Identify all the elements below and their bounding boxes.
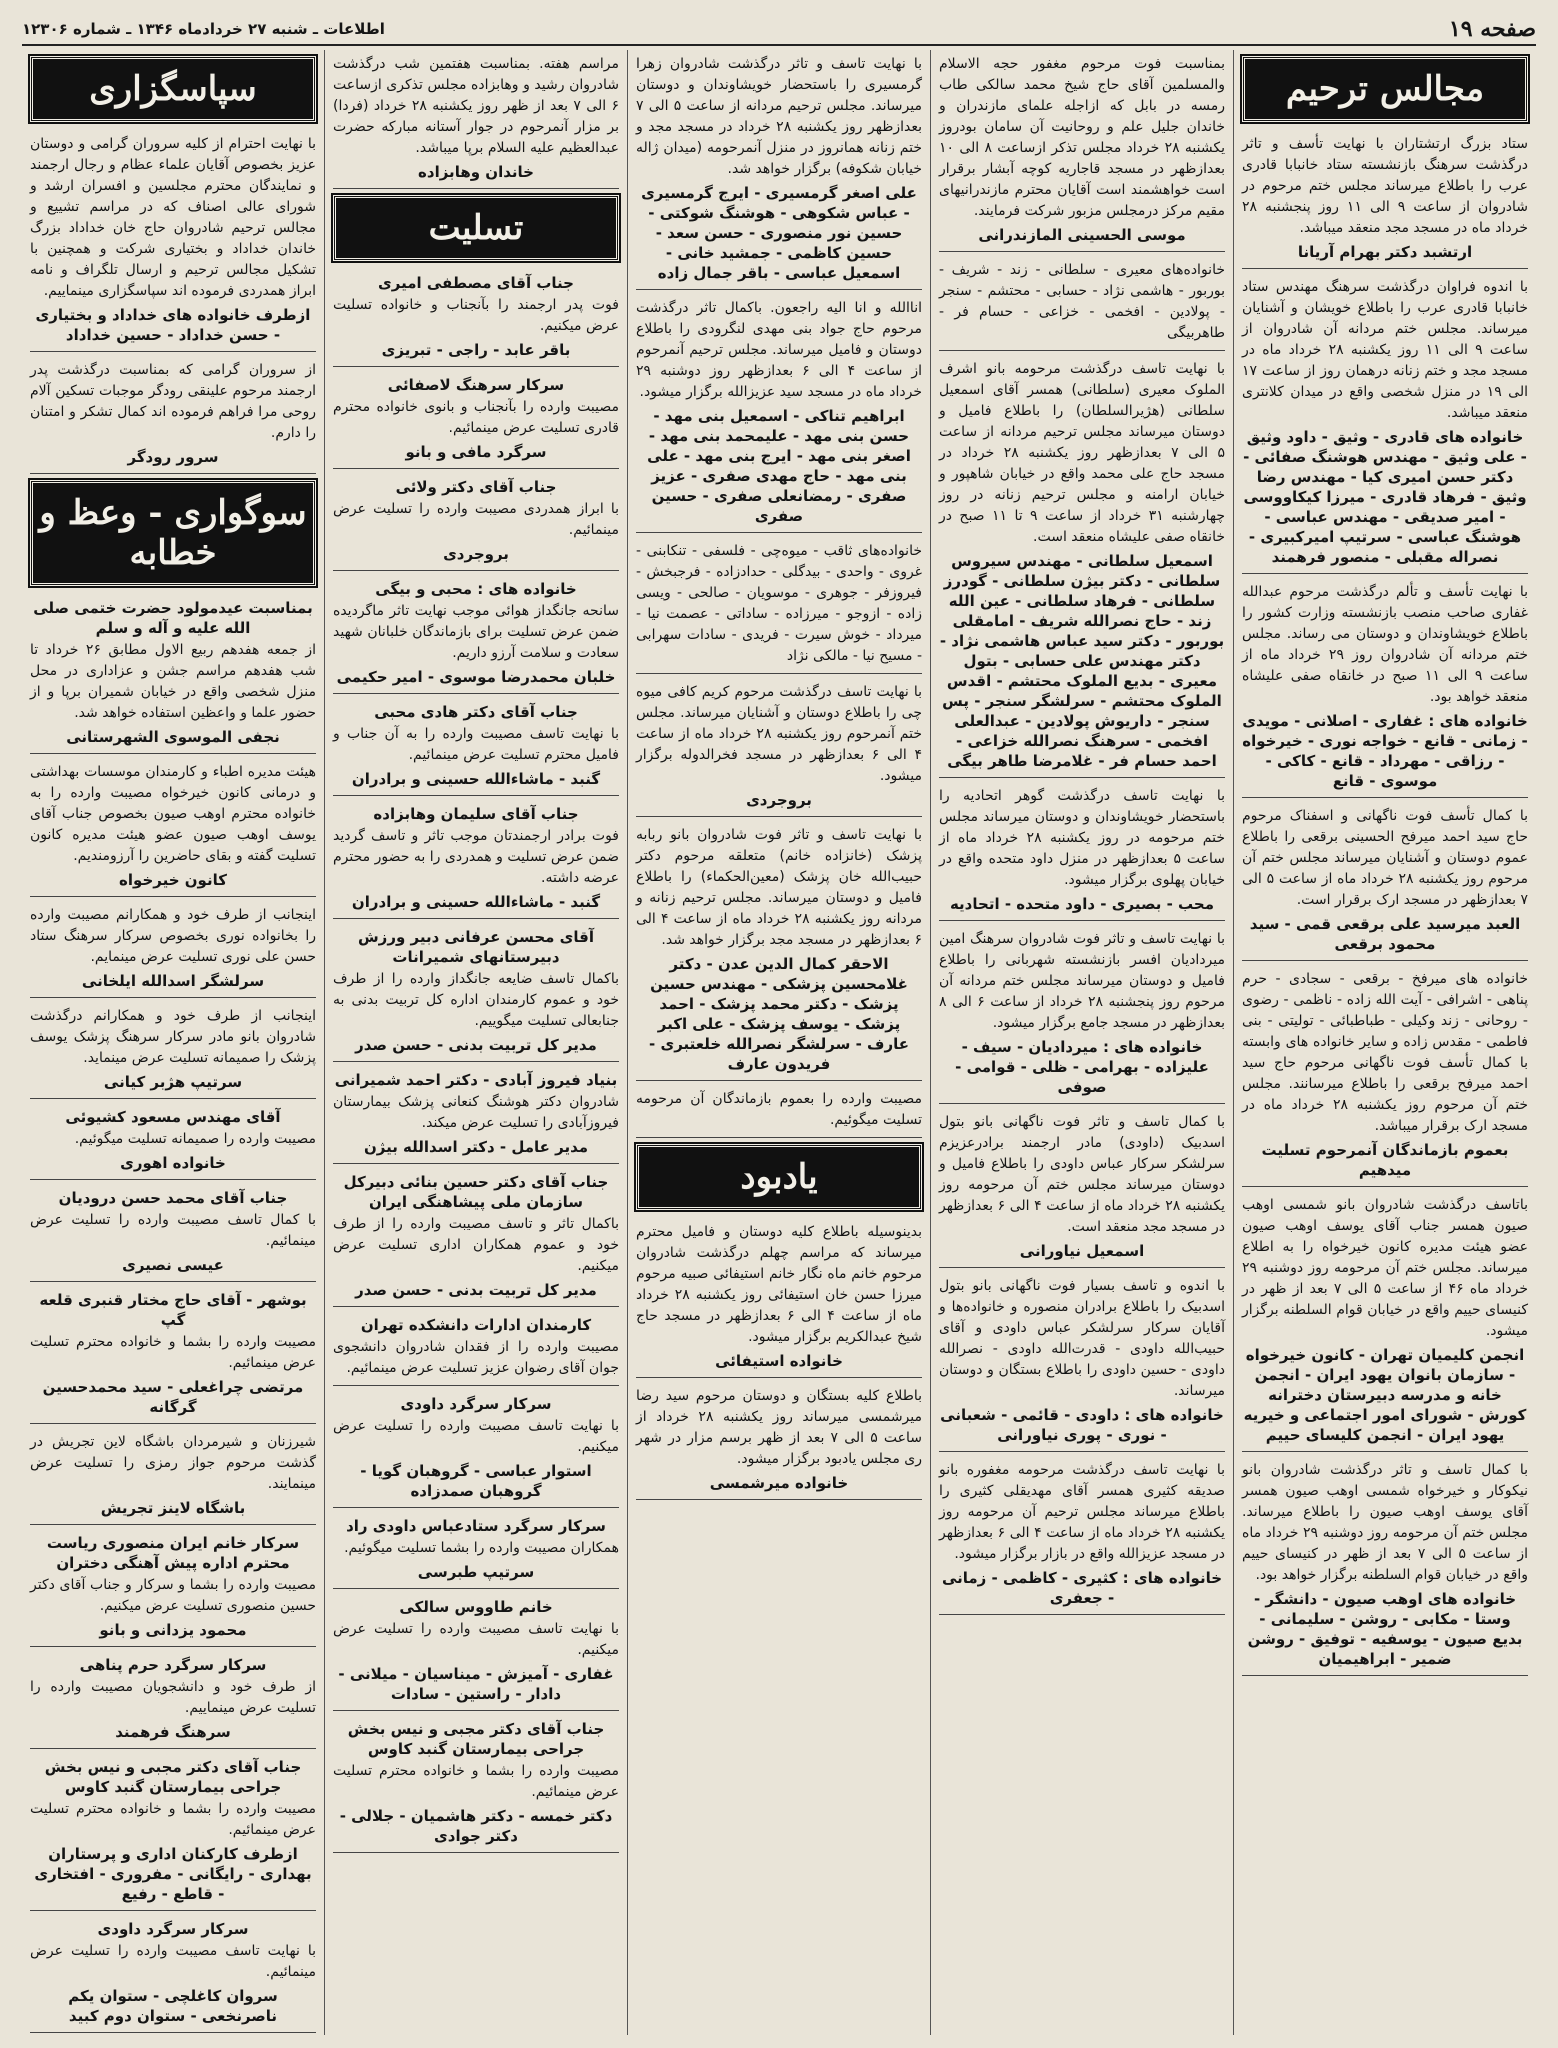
notice-body: با کمال تاسف مصیبت وارده را تسلیت عرض مینمائیم. bbox=[30, 1212, 316, 1249]
notice-signature: اسمعیل نیاورانی bbox=[1019, 1242, 1145, 1260]
notice bbox=[1242, 1191, 1528, 1452]
notice-title: جناب آقای دکتر حسین بنائی دبیرکل سازمان ملی پیشاهنگی ایران bbox=[343, 1173, 609, 1211]
notice-body: با کمال تأسف فوت ناگهانی و اسفناک مرحوم حاج سید احمد میرفح الحسینی برقعی را باطلاع عموم دوستان و آشنایان میرساند مجلس ختم آن مرحوم روز یکشنبه ۲۸ خرداد ماه از ساعت ۵ الی ۷ بعدازظهر در مسجد ارک برقرار است. bbox=[1242, 808, 1528, 908]
notice-body: با نهایت تأسف و تألم درگذشت مرحوم عبدالله غفاری صاحب منصب بازنشسته وزارت کشور را باطلاع خویشاوندان و دوستان می رساند. مجلس ختم مردانه آن شادروان روز ۲۹ خرداد ماه از ساعت ۹ الی ۱۱ صبح در خانقاه صفی علیشاه منعقد خواهد بود. bbox=[1242, 584, 1529, 705]
notice bbox=[333, 1066, 619, 1164]
notice-signature: ازطرف کارکنان اداری و پرستاران بهداری - رایگانی - مفروری - افتخاری - قاطع - رفیع bbox=[34, 1845, 312, 1903]
column-3 bbox=[627, 50, 930, 2035]
notice bbox=[333, 1593, 619, 1711]
notice-body: مصیبت وارده را صمیمانه تسلیت میگوئیم. bbox=[74, 1131, 316, 1147]
notice-signature: نجفی الموسوی الشهرستانی bbox=[66, 728, 280, 746]
notice-title: جناب آقای دکتر مجبی و نیس بخش جراحی بیمارستان گنبد کاوس bbox=[44, 1758, 302, 1796]
notice-signature: الاحقر کمال الدین عدن - دکتر غلامحسین پزشکی - مهندس حسین پزشک - دکتر محمد پزشک - احمد پزشک - یوسف پزشک - علی اکبر عارف - سرلشگر نصرالله خلعتبری - فریدون عارف bbox=[649, 955, 909, 1073]
notice-signature: خانواده های اوهب صیون - دانشگر - وستا - مکابی - روشن - سلیمانی - بدیع صیون - یوسفیه - توفیق - روشن ضمیر - ابراهیمیان bbox=[1247, 1590, 1523, 1668]
notice bbox=[333, 50, 619, 189]
notice-body: با نهایت تاسف درگذشت مرحومه بانو اشرف الملوک معیری (سلطانی) همسر آقای اسمعیل سلطانی (هژیرالسلطان) را باطلاع فامیل و دوستان میرساند مجلس ترحیم مردانه از ساعت ۵ الی ۷ بعدازظهر روز یکشنبه ۲۸ خرداد در مسجد حاج علی محمد واقع در خیابان شاهپور و خیابان ارامنه و مجلس ترحیم زنانه در روز چهارشنبه ۳۱ خرداد از ساعت ۹ تا ۱۱ صبح در خانقاه صفی علیشاه منعقد است. bbox=[939, 361, 1226, 545]
notice-signature: گنبد - ماشاءالله حسینی و برادران bbox=[351, 770, 601, 788]
notice bbox=[30, 1428, 316, 1525]
column-1 bbox=[1233, 50, 1536, 2035]
notice bbox=[1242, 130, 1528, 269]
notice-signature: موسی الحسینی المازندرانی bbox=[978, 226, 1186, 244]
notice-title: جناب آقای مصطفی امیری bbox=[378, 274, 574, 292]
notice-body: خانواده‌های ثاقب - میوه‌چی - فلسفی - تنکابنی - غروی - واحدی - بیدگلی - حدادزاده - فرجبخش - فیروزفر - جوهری - موسویان - صالحی - ویسی زاده - ازوجو - میرزاده - ساداتی - عصمت نیا - میرداد - خوش سیرت - فریدی - سادات سهرابی - مسیح نیا - مالکی نژاد bbox=[636, 543, 922, 664]
section-banner: یادبود bbox=[636, 1144, 922, 1210]
notice-signature: انجمن کلیمیان تهران - کانون خیرخواه - سازمان بانوان یهود ایران - انجمن خانه و مدرسه دبیرستان دخترانه کورش - شورای امور اجتماعی و خیریه یهود ایران - انجمن کلیسای حییم bbox=[1243, 1346, 1527, 1444]
notice-signature: خانواده اهوری bbox=[120, 1154, 226, 1172]
section-banner: تسلیت bbox=[333, 195, 619, 261]
notice bbox=[333, 923, 619, 1062]
notice-body: با نهایت تاسف مصیبت وارده را به آن جناب و فامیل محترم تسلیت عرض مینمائیم. bbox=[333, 726, 619, 763]
notice-signature: محمود یزدانی و بانو bbox=[99, 1621, 247, 1639]
notice-signature: بروجردی bbox=[443, 545, 509, 563]
notice-signature: ازطرف خانواده های خداداد و بختیاری - حسن خداداد - حسین خداداد bbox=[35, 306, 311, 344]
notice-body: مصیبت وارده را بشما و خانواده محترم تسلیت عرض مینمائیم. bbox=[30, 1801, 316, 1838]
notice-body: باکمال تاسف ضایعه جانگداز وارده را از طرف خود و عموم کارمندان اداره کل تربیت بدنی به جنابعالی تسلیت میگوییم. bbox=[333, 971, 619, 1029]
notice-body: مصیبت وارده را بعموم بازماندگان آن مرحومه تسلیت میگوئیم. bbox=[636, 1091, 922, 1128]
notice-signature: بعموم بازماندگان آنمرحوم تسلیت میدهیم bbox=[1261, 1141, 1509, 1179]
notice-body: خانواده‌های معیری - سلطانی - زند - شریف - بوربور - هاشمی نژاد - حسابی - محتشم - سنجر - پولادین - افخمی - خزاعی - حسام فر - طاهربیگی bbox=[939, 262, 1225, 341]
notice-signature: سرور رودگر bbox=[127, 448, 219, 466]
notice-body: فوت پدر ارجمند را بآنجناب و خانواده تسلیت عرض میکنیم. bbox=[333, 297, 619, 334]
notice-body: اینجانب از طرف خود و همکارانم مصیبت وارده را بخانواده نوری بخصوص سرکار سرهنگ ستاد حسن علی نوری تسلیت عرض مینمایم. bbox=[30, 907, 316, 965]
notice-signature: سرتیپ طبرسی bbox=[417, 1563, 535, 1581]
notice-signature: مدیر کل تربیت بدنی - حسن صدر bbox=[355, 1036, 597, 1054]
notice-body: باطلاع کلیه بستگان و دوستان مرحوم سید رضا میرشمسی میرساند روز یکشنبه ۲۸ خرداد از ساعت ۵ الی ۷ بعد از ظهر برسم مزار در شهر ری مجلس یادبود برگزار میشود. bbox=[636, 1388, 922, 1467]
notice-body: بمناسبت فوت مرحوم مغفور حجه الاسلام والمسلمین آقای حاج شیخ محمد سالکی طاب رمسه در بابل که ازاجله علمای مازندران و خاندان جلیل علم و روحانیت آن سامان بودروز یکشنبه ۲۸ خرداد مجلس تذکر ازساعت ۸ الی ۱۰ بعدازظهر در مسجد قاجاریه کوچه آبشار برقرار است خواهشمند است آقایان محترم مازندرانیهای مقیم مرکز درمجلس مزبور شرکت فرمایند. bbox=[939, 56, 1225, 219]
notice bbox=[30, 594, 316, 754]
notice bbox=[939, 1108, 1225, 1268]
notice-signature: سرهنگ فرهمند bbox=[115, 1723, 231, 1741]
notice-signature: خانواده استیفائی bbox=[715, 1352, 843, 1370]
notice-signature: سرگرد مافی و بانو bbox=[405, 443, 547, 461]
notice-signature: مرتضی چراغعلی - سید محمدحسین گرگانه bbox=[42, 1378, 304, 1416]
notice-body: با اندوه و تاسف بسیار فوت ناگهانی بانو بتول اسدبیک را باطلاع برادران منصوره و خانواده‌ها و آقایان سرکار سرلشکر عباس داودی و آقای حبیب‌الله داودی - قدرت‌الله داودی - نصرالله داودی - حسین داودی را باطلاع بستگان و دوستان میرساند. bbox=[939, 1278, 1225, 1399]
notice-title: جناب آقای سلیمان وهابزاده bbox=[373, 805, 579, 823]
notice-body: سانحه جانگداز هوائی موجب نهایت تاثر ماگردیده ضمن عرض تسلیت برای بازماندگان خلبانان شهید سعادت و سلامت آرزو داریم. bbox=[333, 603, 619, 661]
columns-container bbox=[22, 50, 1536, 2035]
notice-signature: علی اصغر گرمسیری - ایرج گرمسیری - عباس شکوهی - هوشنگ شوکتی - حسین نور منصوری - حسن سعد - حسین کاظمی - جمشید خانی - اسمعیل عباسی - باقر جمال زاده bbox=[641, 184, 917, 282]
notice-body: مراسم هفته. بمناسبت هفتمین شب درگذشت شادروان رشید و وهابزاده مجلس تذکری ازساعت ۶ الی ۷ بعد از ظهر روز یکشنبه ۲۸ خرداد (فردا) بر مزار آنمرحوم در جوار آستانه مبارکه حضرت عبدالعظیم علیه السلام برپا میباشد. bbox=[333, 56, 619, 156]
notice bbox=[30, 1286, 316, 1424]
notice-title: بنیاد فیروز آبادی - دکتر احمد شمیرانی bbox=[334, 1071, 618, 1089]
notice bbox=[1242, 802, 1528, 961]
notice-signature: اسمعیل سلطانی - مهندس سیروس سلطانی - دکتر بیژن سلطانی - گودرز سلطانی - فرهاد سلطانی - عین الله زند - حاج نصرالله شریف - امامقلی بوربور - دکتر سید عباس هاشمی نژاد - دکتر مهندس علی حسابی - بتول معیری - بدیع الملوک محتشم - اقدس الملوک محتشم - سرلشگر سنجر - پس سنجر - داریوش پولادین - عبدالعلی افخمی - سرهنگ نصرالله خزاعی - احمد حسام فر - غلامرضا طاهر بیگی bbox=[939, 552, 1225, 770]
notice-body: با نهایت تاسف درگذشت مرحومه مغفوره بانو صدیقه کثیری همسر آقای مهدیقلی کثیری را باطلاع میرساند مجلس ترحیم آن مرحومه روز یکشنبه ۲۸ خرداد ماه از ساعت ۴ الی ۶ بعدازظهر در مسجد عزیزالله واقع در بازار برگزار میشود. bbox=[939, 1462, 1225, 1562]
notice-body: با نهایت تاسف مصیبت وارده را تسلیت عرض مینمائیم. bbox=[30, 1943, 316, 1980]
notice-body: بدینوسیله باطلاع کلیه دوستان و فامیل محترم میرساند که مراسم چهلم درگذشت شادروان مرحوم خانم ماه نگار خانم استیفائی صبیه مرحوم میرزا حسن خان استیفائی روز یکشنبه ۲۸ خرداد ماه از ساعت ۴ الی ۶ بعدازظهر در مسجد حاج شیخ عبدالکریم برگزار میشود. bbox=[636, 1224, 923, 1345]
notice bbox=[30, 130, 316, 352]
page-header bbox=[22, 14, 1536, 46]
notice bbox=[30, 1002, 316, 1099]
notice bbox=[939, 925, 1225, 1104]
notice-signature: غفاری - آمیزش - میناسیان - میلانی - دادار - راستین - سادات bbox=[338, 1665, 614, 1703]
notice bbox=[333, 371, 619, 469]
notice-body: از سروران گرامی که بمناسبت درگذشت پدر ارجمند مرحوم علینقی رودگر موجبات تسکین آلام روحی مرا فراهم فرموده اند کمال تشکر و امتنان را دارم. bbox=[30, 362, 316, 441]
notice-body: با نهایت تاسف و تاثر فوت شادروان سرهنگ امین میردادیان افسر بازنشسته شهربانی را باطلاع فامیل و دوستان میرساند مجلس ختم مردانه آن مرحوم روز پنجشنبه ۲۸ خرداد از ساعت ۶ الی ۸ بعدازظهر در مسجد جامع برگزار میشود. bbox=[939, 931, 1225, 1031]
notice-body: با نهایت تاسف مصیبت وارده را تسلیت عرض میکنیم. bbox=[333, 1418, 619, 1455]
page-number: صفحه ۱۹ bbox=[1448, 16, 1536, 42]
notice bbox=[636, 1382, 922, 1500]
notice-title: بوشهر - آقای حاج مختار قنبری قلعه گپ bbox=[39, 1291, 307, 1329]
notice-signature: باقر عابد - راجی - تبریزی bbox=[381, 341, 571, 359]
notice bbox=[333, 698, 619, 796]
notice bbox=[30, 356, 316, 474]
notice bbox=[1242, 273, 1528, 574]
notice bbox=[333, 800, 619, 919]
notice bbox=[1242, 1456, 1528, 1676]
notice-body: همکاران مصیبت وارده را بشما تسلیت میگوئیم. bbox=[344, 1540, 619, 1556]
notice-body: شیرزنان و شیرمردان باشگاه لاین تجریش در گذشت مرحوم جواز رمزی را تسلیت عرض مینمایند. bbox=[30, 1434, 316, 1492]
notice bbox=[30, 1529, 316, 1647]
notice-body: با نهایت تاسف درگذشت مرحوم کریم کافی میوه چی را باطلاع دوستان و آشنایان میرساند. مجلس ختم آنمرحوم روز یکشنبه ۲۸ خرداد ماه از ساعت ۴ الی ۶ بعدازظهر در مسجد فخرالدوله برگزار میشود. bbox=[636, 684, 923, 784]
notice-body: با کمال تاسف و تاثر درگذشت شادروان بانو نیکوکار و خیرخواه شمسی اوهب صیون همسر آقای یوسف اوهب صیون را باطلاع میرساند. مجلس ختم آن مرحومه روز دوشنبه ۲۹ خرداد ماه از ساعت ۵ الی ۷ بعد از ظهر در کنیسای حییم واقع در خیابان قوام السلطنه برگزار خواهد بود. bbox=[1242, 1462, 1528, 1583]
notice-body: اینجانب از طرف خود و همکارانم درگذشت شادروان بانو مادر سرکار سرهنگ پزشک یوسف پزشک را صمیمانه تسلیت عرض مینماید. bbox=[30, 1008, 316, 1066]
notice-signature: خانواده های : کثیری - کاظمی - زمانی - جعفری bbox=[941, 1569, 1223, 1607]
notice-title: بمناسبت عیدمولود حضرت ختمی صلی الله علیه و آله و سلم bbox=[33, 599, 313, 637]
notice bbox=[30, 901, 316, 998]
column-4 bbox=[324, 50, 627, 2035]
notice-body: با کمال تاسف و تاثر فوت ناگهانی بانو بتول اسدبیک (داودی) مادر ارجمند برادرعزیزم سرلشکر سرکار عباس داودی را باطلاع فامیل و دوستان میرساند مجلس ختم آن مرحومه روز یکشنبه ۲۸ خرداد ماه از ساعت ۴ الی ۶ بعدازظهر در مسجد مجد منعقد است. bbox=[939, 1114, 1225, 1235]
notice bbox=[333, 575, 619, 694]
notice-body: اناالله و انا الیه راجعون. باکمال تاثر درگذشت مرحوم حاج جواد بنی مهدی لنگرودی را باطلاع دوستان و فامیل میرساند. مجلس ترحیم آنمرحوم از ساعت ۴ الی ۶ بعدازظهر روز دوشنبه ۲۹ خرداد ماه در مسجد سید عزیزالله برگزار میشود. bbox=[636, 300, 922, 400]
notice bbox=[939, 782, 1225, 921]
notice-title: جناب آقای دکتر ولائی bbox=[395, 478, 557, 496]
notice-signature: خلبان محمدرضا موسوی - امیر حکیمی bbox=[336, 668, 616, 686]
notice-body: شادروان دکتر هوشنگ کنعانی پزشک بیمارستان فیروزآبادی را تسلیت عرض میکند. bbox=[333, 1094, 619, 1131]
notice bbox=[939, 1272, 1225, 1452]
notice-signature: باشگاه لاینز تجریش bbox=[100, 1499, 246, 1517]
notice-signature: ارتشبد دکتر بهرام آریانا bbox=[1297, 243, 1473, 261]
notice-title: سرکار سرگرد داودی bbox=[97, 1920, 249, 1938]
notice-signature: ابراهیم تناکی - اسمعیل بنی مهد - حسن بنی مهد - علیمحمد بنی مهد - اصغر بنی مهد - ایرج بنی مهد - علی بنی مهد - حاج مهدی صفری - عزیز صفری - رمضانعلی صفری - حسین صفری bbox=[647, 407, 911, 525]
notice-body: از طرف خود و دانشجویان مصیبت وارده را تسلیت عرض مینماییم. bbox=[30, 1679, 316, 1716]
notice-signature: خانواده های : غفاری - اصلانی - مویدی - زمانی - قانع - خواجه نوری - خیرخواه - رزاقی - مهرداد - قانع - کاکی - موسوی - قانع bbox=[1242, 712, 1528, 790]
notice bbox=[333, 1715, 619, 1853]
notice-body: با اندوه فراوان درگذشت سرهنگ مهندس ستاد خانبابا قادری عرب را باطلاع خویشان و آشنایان میرساند. مجلس ختم مردانه آن شادروان از ساعت ۹ الی ۱۱ روز یکشنبه ۲۸ خرداد ماه در مسجد مجد و ختم زنانه درهمان روز از ساعت ۱۷ الی ۱۹ در منزل شخصی واقع در میدان کلانتری منعقد میباشد. bbox=[1242, 279, 1529, 421]
notice-body: از جمعه هفدهم ربیع الاول مطابق ۲۶ خرداد تا شب هفدهم مراسم جشن و عزاداری در محل منزل شخصی واقع در خیابان شمیران برپا و از حضور علما و واعظین استفاده خواهد شد. bbox=[30, 642, 316, 721]
notice bbox=[30, 1915, 316, 2033]
notice-signature: خانواده های قادری - وثیق - داود وثیق - علی وثیق - مهندس هوشنگ صفائی - دکتر حسن امیری کیا - مهندس رضا وثیق - فرهاد قادری - میرزا کیکاووسی - امیر صدیقی - مهندس عباسی - هوشنگ عباسی - سرتیپ امیرکبیری - نصراله مقبلی - منصور فرهمند bbox=[1243, 428, 1527, 566]
notice bbox=[636, 537, 922, 674]
notice bbox=[636, 294, 922, 533]
notice-signature: بروجردی bbox=[746, 791, 812, 809]
notice-signature: خانواده های : داودی - قائمی - شعبانی - نوری - پوری نیاورانی bbox=[940, 1406, 1224, 1444]
notice bbox=[30, 1103, 316, 1180]
notice-body: مصیبت وارده را از فقدان شادروان دانشجوی جوان آقای رضوان عزیز تسلیت عرض مینمائیم. bbox=[333, 1339, 619, 1376]
notice-body: با ابراز همدردی مصیبت وارده را تسلیت عرض مینمائیم. bbox=[333, 501, 619, 538]
notice-signature: دکتر خمسه - دکتر هاشمیان - جلالی - دکتر جوادی bbox=[339, 1807, 613, 1845]
notice-signature: گنبد - ماشاءالله حسینی و برادران bbox=[351, 893, 601, 911]
notice-body: فوت برادر ارجمندتان موجب تاثر و تاسف گردید ضمن عرض تسلیت و همدردی را به حضور محترم عرضه داشته. bbox=[333, 828, 619, 886]
notice-body: هیئت مدیره اطباء و کارمندان موسسات بهداشتی و درمانی کانون خیرخواه مصیبت وارده را به خانواده محترم اوهب صیون بخصوص جناب آقای یوسف اوهب صیون عضو هیئت مدیره کانون تسلیت گفته و بقای حاضرین را آرزومندیم. bbox=[30, 764, 316, 864]
notice bbox=[1242, 578, 1528, 798]
section-banner: مجالس ترحیم bbox=[1242, 56, 1528, 122]
notice-signature: مدیر کل تربیت بدنی - حسن صدر bbox=[355, 1281, 597, 1299]
notice bbox=[30, 1753, 316, 1911]
notice-body: مصیبت وارده را بشما و خانواده محترم تسلیت عرض مینمائیم. bbox=[333, 1763, 619, 1800]
notice-body: با نهایت تاسف و تاثر فوت شادروان بانو ربابه پزشک (خانزاده خانم) متعلقه مرحوم دکتر حبیب‌الله خان پزشک (معین‌الحکماء) را باطلاع فامیل و دوستان میرساند. مجلس ترحیم زنانه و مردانه روز یکشنبه ۲۸ خرداد ماه از ساعت ۴ الی ۶ بعدازظهر در مسجد مجد برگزار خواهد شد. bbox=[636, 827, 922, 948]
notice-body: مصیبت وارده را بشما و خانواده محترم تسلیت عرض مینمائیم. bbox=[30, 1334, 316, 1371]
notice bbox=[636, 1085, 922, 1138]
notice-body: ستاد بزرگ ارتشتاران با نهایت تأسف و تاثر درگذشت سرهنگ بازنشسته ستاد خانبابا قادری عرب را باطلاع میرساند مجلس ختم مرحوم در شادروان از ساعت ۹ الی ۱۱ روز پنجشنبه ۲۸ خرداد ماه در مسجد مجد منعقد میباشد. bbox=[1242, 136, 1528, 236]
notice bbox=[333, 1311, 619, 1386]
notice-title: آقای مهندس مسعود کشیوئی bbox=[65, 1108, 281, 1126]
notice bbox=[333, 473, 619, 571]
notice-signature: محب - بصیری - داود متحده - اتحادیه bbox=[949, 895, 1215, 913]
notice bbox=[939, 256, 1225, 351]
notice bbox=[30, 1184, 316, 1282]
notice-signature: العبد میرسید علی برقعی قمی - سید محمود برقعی bbox=[1249, 915, 1521, 953]
notice-title: جناب آقای دکتر مجبی و نیس بخش جراحی بیمارستان گنبد کاوس bbox=[347, 1720, 605, 1758]
notice-signature: سرلشگر اسدالله ایلخانی bbox=[81, 972, 265, 990]
notice bbox=[939, 1456, 1225, 1615]
notice bbox=[333, 1390, 619, 1508]
notice-title: کارمندان ادارات دانشکده تهران bbox=[360, 1316, 592, 1334]
notice-body: با نهایت تاسف درگذشت گوهر اتحادیه را باستحضار خویشاوندان و دوستان میرساند مجلس ختم مرحومه در روز یکشنبه ۲۸ خرداد ماه از ساعت ۵ بعدازظهر در منزل داود متحده واقع در خیابان پهلوی برگزار میشود. bbox=[939, 788, 1226, 888]
notice-signature: استوار عباسی - گروهبان گویا - گروهبان صمدزاده bbox=[360, 1462, 592, 1500]
column-5 bbox=[22, 50, 324, 2035]
notice-title: جناب آقای دکتر هادی محبی bbox=[374, 703, 578, 721]
notice-body: با نهایت تاسف و تاثر درگذشت شادروان زهرا گرمسیری را باستحضار خویشاوندان و دوستان میرساند. مجلس ترحیم مردانه از ساعت ۵ الی ۷ بعدازظهر روز یکشنبه ۲۸ خرداد در مسجد مجد و ختم زنانه همانروز در منزل آنمرحومه (میدان ژاله خیابان شکوفه) برگزار خواهد شد. bbox=[636, 56, 922, 177]
notice-title: سرکار سرگرد داودی bbox=[400, 1395, 552, 1413]
notice-title: سرکار سرهنگ لاصفائی bbox=[387, 376, 565, 394]
notice-title: سرکار سرگرد حرم پناهی bbox=[79, 1656, 267, 1674]
notice-signature: خانواده میرشمسی bbox=[709, 1474, 849, 1492]
section-banner: سپاسگزاری bbox=[30, 56, 316, 122]
notice-body: باکمال تاثر و تاسف مصیبت وارده را از طرف خود و عموم همکاران اداری تسلیت عرض میکنیم. bbox=[333, 1216, 619, 1274]
notice bbox=[30, 1651, 316, 1749]
notice-body: با نهایت تاسف مصیبت وارده را تسلیت عرض میکنیم. bbox=[333, 1621, 619, 1658]
notice-signature: عیسی نصیری bbox=[122, 1256, 224, 1274]
notice bbox=[636, 50, 922, 290]
notice bbox=[636, 678, 922, 817]
notice-signature: سروان کاغلچی - ستوان یکم ناصرنخعی - ستوان دوم کبید bbox=[68, 1987, 278, 2025]
column-2 bbox=[930, 50, 1233, 2035]
notice-body: خانواده های میرفخ - برقعی - سجادی - حرم پناهی - اشرافی - آیت الله زاده - ناظمی - رضوی - روحانی - زند وکیلی - طباطبائی - تولیتی - بنی فاطمی - مقدس زاده و سایر خانواده های وابسته با کمال تأسف فوت ناگهانی مرحوم حاج سید احمد میرفح برقعی را باطلاع میرسانند. مجلس ختم آن مرحوم روز یکشنبه ۲۸ خرداد ماه در مسجد ارک برقرار میباشد. bbox=[1242, 971, 1528, 1134]
notice bbox=[636, 821, 922, 1081]
notice bbox=[1242, 965, 1528, 1187]
issue-line: اطلاعات ـ شنبه ۲۷ خردادماه ۱۳۴۶ ـ شماره ۱۲۳۰۶ bbox=[22, 20, 385, 38]
notice-signature: خانواده های : میردادیان - سیف - علیزاده - بهرامی - ظلی - قوامی - صوفی bbox=[955, 1038, 1209, 1096]
notice-body: با نهایت احترام از کلیه سروران گرامی و دوستان عزیز بخصوص آقایان علماء عظام و رجال ارجمند و نمایندگان محترم مجلسین و افسران ارشد و شورای عالی اصناف که در مراسم تشییع و مجالس ترحیم شادروان حاج خان خداداد بزرگ خاندان خداداد و بختیاری شرکت و همچنین با تشکیل مجالس ترحیم و ارسال تلگراف و نامه ابراز همدردی فرموده اند سپاسگزاری مینماییم. bbox=[30, 136, 316, 299]
notice-title: خانواده های : محبی و بیگی bbox=[375, 580, 577, 598]
notice bbox=[333, 1168, 619, 1307]
notice bbox=[333, 269, 619, 367]
notice bbox=[333, 1512, 619, 1589]
section-banner: سوگواری - وعظ و خطابه bbox=[30, 480, 316, 586]
notice bbox=[939, 355, 1225, 778]
notice-signature: کانون خیرخواه bbox=[119, 871, 227, 889]
notice-signature: خاندان وهابزاده bbox=[418, 163, 534, 181]
notice-body: مصیبت وارده را بشما و سرکار و جناب آقای دکتر حسین منصوری تسلیت عرض میکنیم. bbox=[30, 1577, 316, 1614]
notice bbox=[939, 50, 1225, 252]
notice-title: جناب آقای محمد حسن درودیان bbox=[58, 1189, 288, 1207]
notice bbox=[636, 1218, 922, 1378]
notice-body: مصیبت وارده را بآنجناب و بانوی خانواده محترم قادری تسلیت عرض مینمائیم. bbox=[333, 399, 619, 436]
notice bbox=[30, 758, 316, 897]
notice-title: خانم طاووس سالکی bbox=[399, 1598, 553, 1616]
notice-title: آقای محسن عرفانی دبیر ورزش دبیرستانهای شمیرانات bbox=[357, 928, 594, 966]
notice-body: باتاسف درگذشت شادروان بانو شمسی اوهب صیون همسر جناب آقای یوسف اوهب صیون عضو هیئت مدیره کانون خیرخواه را به اطلاع میرساند. مجلس ختم آن مرحومه روز دوشنبه ۲۹ خرداد ماه ۴۶ از ساعت ۵ الی ۷ بعد از ظهر در کنیسای حییم واقع در خیابان قوام السلطنه برگزار میشود. bbox=[1242, 1197, 1528, 1339]
notice-title: سرکار سرگرد ستادعباس داودی راد bbox=[346, 1517, 606, 1535]
notice-signature: سرتیپ هژبر کیانی bbox=[103, 1073, 243, 1091]
notice-signature: مدیر عامل - دکتر اسدالله بیژن bbox=[363, 1138, 589, 1156]
notice-title: سرکار خانم ایران منصوری ریاست محترم اداره پیش آهنگی دختران bbox=[46, 1534, 300, 1572]
